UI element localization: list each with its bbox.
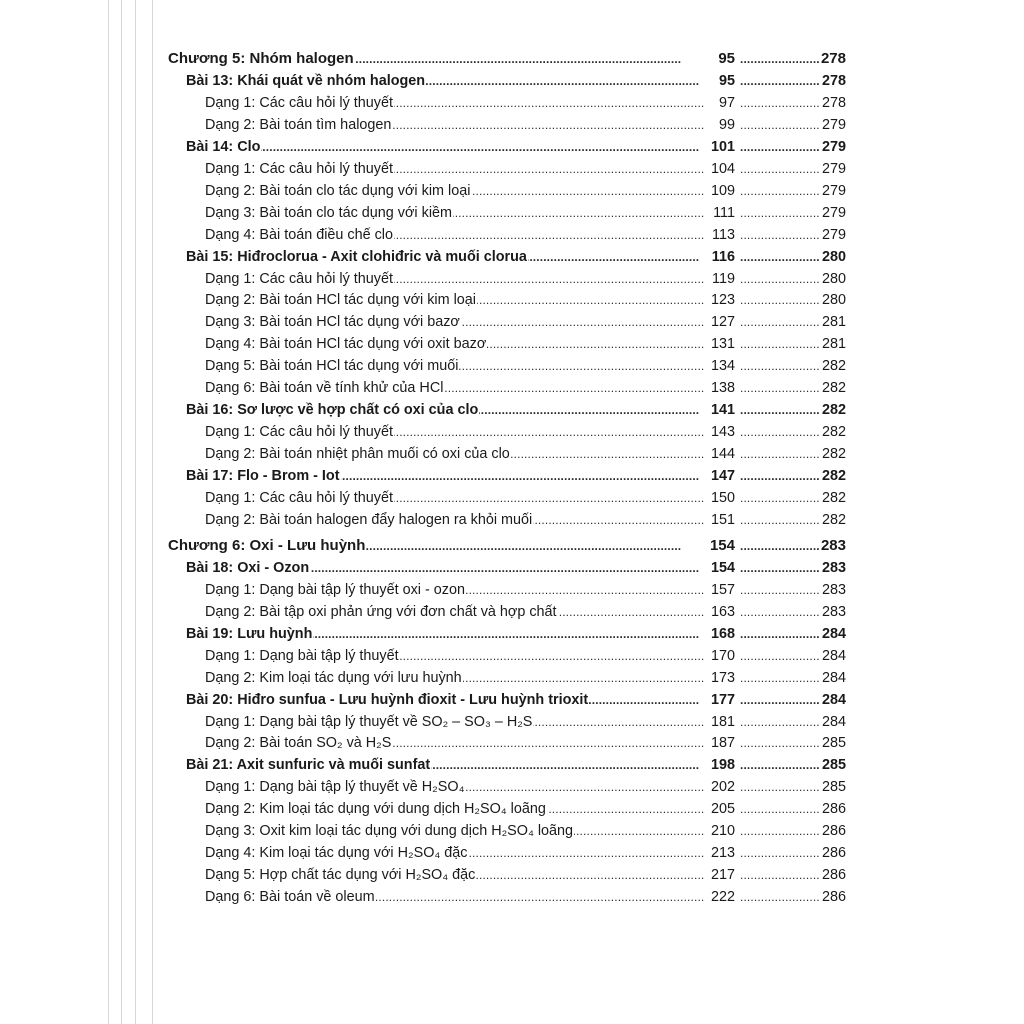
toc-page-number: 147 (710, 468, 735, 485)
toc-answer-page-number: 284 (821, 691, 846, 708)
toc-topic-row (0, 509, 1024, 531)
toc-page-number: 109 (710, 182, 735, 199)
toc-page-number: 144 (710, 446, 735, 463)
toc-topic-row (0, 776, 1024, 798)
toc-entry-title: Dạng 2: Bài toán nhiệt phân muối có oxi của clo (205, 446, 510, 463)
toc-topic-row (0, 443, 1024, 465)
toc-lesson-row (0, 754, 1024, 776)
toc-page-number: 151 (710, 511, 735, 528)
toc-entry-title: Dạng 1: Các câu hỏi lý thuyết (205, 160, 393, 177)
toc-entry-title: Dạng 1: Dạng bài tập lý thuyết (205, 647, 399, 664)
toc-entry-title: Bài 20: Hiđro sunfua - Lưu huỳnh đioxit - Lưu huỳnh trioxit (186, 691, 589, 708)
toc-answer-page-number: 284 (821, 625, 846, 642)
toc-entry-title: Dạng 2: Bài toán SO₂ và H₂S (205, 735, 392, 752)
toc-answer-page-number: 284 (821, 647, 846, 664)
toc-page-number: 163 (710, 603, 735, 620)
toc-entry-title: Dạng 6: Bài toán về tính khử của HCl (205, 380, 444, 397)
toc-answer-page-number: 278 (821, 72, 846, 89)
toc-answer-page-number: 279 (821, 138, 846, 155)
toc-page-number: 217 (710, 867, 735, 884)
toc-entry-title: Dạng 1: Dạng bài tập lý thuyết oxi - ozon (205, 581, 465, 598)
toc-answer-page-number: 286 (821, 801, 846, 818)
toc-page-number: 205 (710, 801, 735, 818)
toc-answer-page-number: 283 (821, 581, 846, 598)
toc-answer-page-number: 284 (821, 669, 846, 686)
toc-entry-title: Dạng 4: Bài toán HCl tác dụng với oxit bazơ (205, 336, 487, 353)
toc-chapter-row (0, 48, 1024, 70)
toc-page-number: 95 (718, 72, 735, 89)
toc-lesson-row (0, 623, 1024, 645)
toc-entry-title: Dạng 6: Bài toán về oleum (205, 889, 375, 906)
toc-answer-page-number: 286 (821, 889, 846, 906)
toc-page-number: 111 (713, 204, 735, 221)
toc-lesson-row (0, 557, 1024, 579)
toc-topic-row (0, 732, 1024, 754)
toc-entry-title: Dạng 1: Các câu hỏi lý thuyết (205, 490, 393, 506)
toc-answer-page-number: 282 (821, 424, 846, 441)
toc-lesson-row (0, 465, 1024, 487)
toc-page-number: 123 (710, 292, 735, 309)
toc-page-number: 97 (718, 94, 735, 111)
toc-entry-title: Bài 14: Clo (186, 138, 261, 155)
toc-page-number: 104 (710, 160, 735, 177)
toc-topic-row (0, 333, 1024, 355)
toc-entry-title: Dạng 2: Bài toán halogen đẩy halogen ra khỏi muối (205, 511, 533, 528)
toc-topic-row (0, 886, 1024, 908)
toc-lesson-row (0, 136, 1024, 158)
toc-page-number: 198 (710, 757, 735, 774)
toc-topic-row (0, 92, 1024, 114)
toc-entry-title: Dạng 2: Bài toán clo tác dụng với kim loại (205, 182, 471, 199)
toc-page-number: 154 (710, 559, 735, 576)
toc-page-number: 99 (718, 116, 735, 133)
toc-answer-page-number: 279 (821, 226, 846, 243)
toc-topic-row (0, 158, 1024, 180)
toc-entry-title: Bài 21: Axit sunfuric và muối sunfat (186, 757, 431, 774)
toc-entry-title: Dạng 3: Oxit kim loại tác dụng với dung dịch H₂SO₄ loãng (205, 823, 574, 840)
toc-page-number: 210 (710, 823, 735, 840)
toc-topic-row (0, 798, 1024, 820)
toc-entry-title: Dạng 1: Các câu hỏi lý thuyết (205, 424, 393, 441)
toc-entry-title: Dạng 2: Kim loại tác dụng với lưu huỳnh (205, 669, 462, 686)
toc-page-number: 150 (710, 490, 735, 506)
toc-topic-row (0, 377, 1024, 399)
toc-topic-row (0, 311, 1024, 333)
toc-entry-title: Bài 13: Khái quát về nhóm halogen (186, 72, 426, 89)
toc-topic-row (0, 820, 1024, 842)
toc-entry-title: Bài 15: Hiđroclorua - Axit clohiđric và muối clorua (186, 248, 527, 265)
toc-page-number: 187 (710, 735, 735, 752)
toc-chapter-row (0, 535, 1024, 557)
toc-entry-title: Dạng 3: Bài toán clo tác dụng với kiềm (205, 204, 453, 221)
toc-topic-row (0, 487, 1024, 509)
toc-topic-row (0, 268, 1024, 290)
toc-topic-row (0, 289, 1024, 311)
toc-page-number: 168 (710, 625, 735, 642)
toc-answer-page-number: 283 (820, 536, 846, 554)
toc-page-number: 222 (710, 889, 735, 906)
toc-topic-row (0, 711, 1024, 733)
toc-lesson-row (0, 246, 1024, 268)
toc-page-number: 134 (710, 358, 735, 375)
toc-answer-page-number: 282 (821, 402, 846, 419)
toc-answer-page-number: 279 (821, 182, 846, 199)
toc-answer-page-number: 285 (821, 757, 846, 774)
toc-answer-page-number: 286 (821, 823, 846, 840)
toc-answer-page-number: 280 (821, 248, 846, 265)
toc-page-number: 173 (710, 669, 735, 686)
toc-lesson-row (0, 689, 1024, 711)
toc-topic-row (0, 842, 1024, 864)
toc-page-number: 157 (710, 581, 735, 598)
toc-page-number: 138 (710, 380, 735, 397)
toc-entry-title: Dạng 1: Dạng bài tập lý thuyết về H₂SO₄ (205, 779, 465, 796)
toc-answer-page-number: 282 (821, 490, 846, 506)
toc-answer-page-number: 282 (821, 511, 846, 528)
toc-answer-page-number: 281 (821, 314, 846, 331)
toc-topic-row (0, 421, 1024, 443)
toc-entry-title: Bài 18: Oxi - Ozon (186, 559, 310, 576)
toc-answer-page-number: 285 (821, 779, 846, 796)
toc-page-number: 127 (710, 314, 735, 331)
toc-page-number: 213 (710, 845, 735, 862)
toc-answer-page-number: 286 (821, 845, 846, 862)
toc-entry-title: Dạng 5: Bài toán HCl tác dụng với muối (205, 358, 459, 375)
toc-answer-page-number: 278 (820, 50, 846, 67)
toc-page-number: 116 (711, 248, 735, 265)
toc-topic-row (0, 579, 1024, 601)
toc-answer-page-number: 281 (821, 336, 846, 353)
toc-page-number: 113 (712, 226, 735, 243)
toc-answer-page-number: 282 (821, 358, 846, 375)
toc-entry-title: Dạng 1: Các câu hỏi lý thuyết (205, 94, 393, 111)
toc-answer-page-number: 282 (821, 446, 846, 463)
toc-answer-page-number: 283 (821, 603, 846, 620)
toc-entry-title: Dạng 4: Bài toán điều chế clo (205, 226, 394, 243)
toc-topic-row (0, 864, 1024, 886)
toc-page-number: 131 (710, 336, 735, 353)
toc-entry-title: Bài 17: Flo - Brom - Iot (186, 468, 340, 485)
toc-entry-title: Dạng 1: Dạng bài tập lý thuyết về SO₂ – SO₃ – H₂S (205, 713, 533, 730)
toc-entry-title: Dạng 2: Bài toán HCl tác dụng với kim loại (205, 292, 476, 309)
toc-answer-page-number: 282 (821, 468, 846, 485)
toc-page-number: 181 (710, 713, 735, 730)
toc-page-number: 101 (710, 138, 735, 155)
toc-entry-title: Chương 5: Nhóm halogen (168, 50, 354, 67)
toc-lesson-row (0, 70, 1024, 92)
toc-entry-title: Dạng 4: Kim loại tác dụng với H₂SO₄ đặc (205, 845, 468, 862)
toc-entry-title: Dạng 2: Bài toán tìm halogen (205, 116, 392, 133)
toc-entry-title: Dạng 3: Bài toán HCl tác dụng với bazơ (205, 314, 460, 331)
toc-entry-title: Bài 19: Lưu huỳnh (186, 625, 313, 642)
toc-answer-page-number: 284 (821, 713, 846, 730)
toc-page-number: 141 (710, 402, 735, 419)
toc-page-number: 202 (710, 779, 735, 796)
toc-answer-page-number: 282 (821, 380, 846, 397)
toc-topic-row (0, 224, 1024, 246)
toc-answer-page-number: 279 (821, 204, 846, 221)
toc-answer-page-number: 280 (821, 270, 846, 287)
toc-topic-row (0, 645, 1024, 667)
toc-entry-title: Chương 6: Oxi - Lưu huỳnh (168, 536, 366, 554)
toc-entry-title: Dạng 2: Bài tập oxi phản ứng với đơn chất và hợp chất (205, 603, 557, 620)
toc-answer-page-number: 285 (821, 735, 846, 752)
toc-answer-page-number: 283 (821, 559, 846, 576)
toc-answer-page-number: 279 (821, 160, 846, 177)
toc-page-number: 95 (718, 50, 735, 67)
toc-answer-page-number: 279 (821, 116, 846, 133)
toc-page-number: 119 (712, 270, 735, 287)
toc-entry-title: Dạng 1: Các câu hỏi lý thuyết (205, 270, 393, 287)
toc-topic-row (0, 202, 1024, 224)
toc-entry-title: Bài 16: Sơ lược về hợp chất có oxi của clo (186, 402, 479, 419)
toc-topic-row (0, 180, 1024, 202)
toc-topic-row (0, 355, 1024, 377)
toc-page-number: 154 (709, 536, 735, 554)
toc-entry-title: Dạng 2: Kim loại tác dụng với dung dịch H₂SO₄ loãng (205, 801, 546, 818)
toc-answer-page-number: 286 (821, 867, 846, 884)
toc-topic-row (0, 601, 1024, 623)
toc-answer-page-number: 280 (821, 292, 846, 309)
toc-page-number: 177 (710, 691, 735, 708)
toc-topic-row (0, 114, 1024, 136)
toc-topic-row (0, 667, 1024, 689)
toc-answer-page-number: 278 (821, 94, 846, 111)
toc-page-number: 170 (710, 647, 735, 664)
toc-lesson-row (0, 399, 1024, 421)
toc-entry-title: Dạng 5: Hợp chất tác dụng với H₂SO₄ đặc (205, 867, 476, 884)
toc-page-number: 143 (710, 424, 735, 441)
